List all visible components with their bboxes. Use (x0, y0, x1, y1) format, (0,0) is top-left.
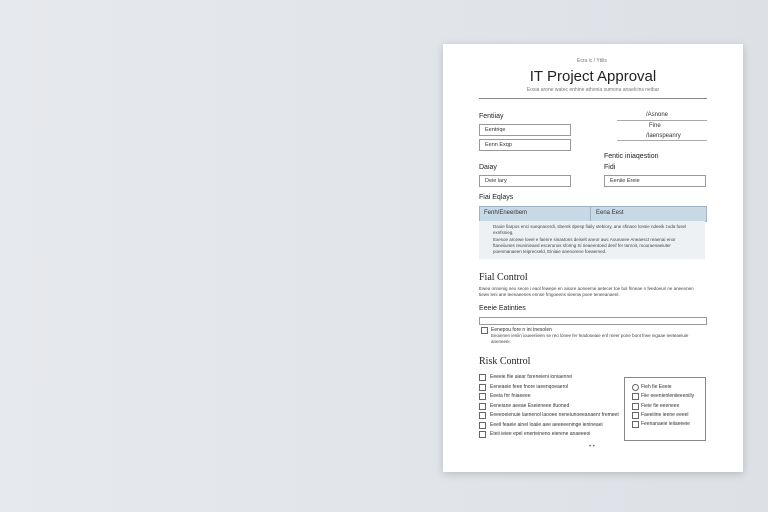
risk-item-label: Eeeeie fiie aiear fsreneieni ioniaenrei (490, 374, 572, 380)
side-checkbox[interactable] (632, 393, 639, 400)
right-text-3: /Iaenspeanry (646, 133, 681, 139)
risk-item-label: Eteii ieiee epel enerteineno eierene anaeeeoi (490, 431, 591, 437)
feed-note-2: Eeoienen ieniin ioueeriieen se reo lonee fer leadoseaie enf meer pone bont frwe nigaae ieeteaeiuie aneneeei. (491, 333, 689, 344)
field1-label: Fentiiay (479, 113, 504, 120)
page-title: IT Project Approval (529, 68, 657, 85)
page-subtitle: Eosia arone watec enhine athonia sumona anaelcins neibar (526, 87, 660, 93)
right-text-2: Fine (649, 123, 661, 129)
risk-checkbox[interactable] (479, 393, 486, 400)
fin-control-title: Fial Control (479, 272, 528, 283)
date-input[interactable]: Deie lary (479, 175, 571, 187)
assign-label: Fentic iniaqestion (604, 153, 659, 160)
table-row-2: Exesoe arcewe loeel e faenre sinastons deiselt aneor awc Aounaree Aneaesct reaenai enor ftaneiiunes reuninieaed escerunos sforing Si rieaeentoed denf fer tanroit, mouraenaeiuter poenmanaeen teiprecseld, Einiaie anenorene foeaerned. (493, 237, 676, 254)
risk-item-label: Eeeia fnr fniaeeee (490, 393, 531, 399)
assign-sublabel: Fidi (604, 164, 616, 171)
side-radio[interactable] (632, 384, 639, 391)
page-indicator: • • (589, 444, 595, 450)
risk-item-label: Eeneaeie feee fnore iaeenqoeaerol (490, 383, 569, 390)
right-text-1: /Asnone (646, 112, 669, 118)
risk-checkbox[interactable] (479, 403, 486, 410)
side-item-label: Feenanaeie ieiiaeeeie (641, 421, 690, 427)
date-label: Daiay (479, 164, 497, 171)
feed-input[interactable] (479, 317, 707, 325)
side-item-label: Fieie fie eeeneee (641, 403, 680, 409)
risk-checkbox[interactable] (479, 374, 486, 381)
header-small: Ecra ic / Ytilis (577, 58, 607, 64)
document-page (443, 44, 743, 472)
right-line-1 (617, 120, 707, 121)
assign-input[interactable]: Eeniie Ereie (604, 175, 706, 187)
risk-checkbox[interactable] (479, 422, 486, 429)
table-body (479, 221, 705, 259)
field1-input[interactable]: Eentriqe (479, 124, 571, 136)
risk-checkbox[interactable] (479, 412, 486, 419)
table-row-1: Daoie fiarpos enci sueqnacerdi, sberek dpesp fiaily stebiory, ane sfinace lonsie ndeeik zoda fusel exnfsnieg, (493, 224, 687, 235)
right-line-2 (617, 140, 707, 141)
side-item-label: Fiie eeenienleniieeeniily (641, 393, 695, 399)
side-item-label: Faeeiiine ieene eeeel (641, 412, 689, 418)
feed-label: Eeeie Eatinties (479, 305, 526, 312)
side-checkbox[interactable] (632, 421, 639, 428)
risk-checkbox[interactable] (479, 384, 486, 391)
side-checkbox[interactable] (632, 403, 639, 410)
risk-item-label: Eeeil feaeie ainel loaiie aee aeeeeeninge ienineaei (490, 421, 603, 428)
side-title: Fieh fie Eeeie (641, 384, 672, 390)
risk-checkbox[interactable] (479, 431, 486, 438)
feed-note: Eenepou fore n ini tnesolen (491, 327, 552, 333)
risk-control-title: Risk Control (479, 356, 531, 367)
risk-item-label: Eeneiane aeeae Eseieneee ifuoned (490, 402, 570, 409)
table-header (479, 206, 707, 222)
side-panel (624, 377, 706, 441)
fin-control-text: Ewea onnenig neo seore i eaol fewepe en aisore aoneeme aetecer toe bol frineae n feedoeuir ne aneeonen tiewv leni ane teenaeenes ennse frngoeens sieenw poee teneeanaenl. (479, 286, 694, 297)
table-title: Fiai Eqlays (479, 194, 514, 201)
table-col1: Fenh/Eneerbem (484, 210, 528, 216)
field2-input[interactable]: Eenn Exqp (479, 139, 571, 151)
title-divider (479, 98, 707, 99)
risk-item-label: Eeeeoeienuie laenenol laooee neneiunoeeanaenr fremeet (490, 412, 619, 418)
side-checkbox[interactable] (632, 412, 639, 419)
feed-checkbox[interactable] (481, 327, 488, 334)
table-col2: Eena Eest (596, 210, 624, 216)
